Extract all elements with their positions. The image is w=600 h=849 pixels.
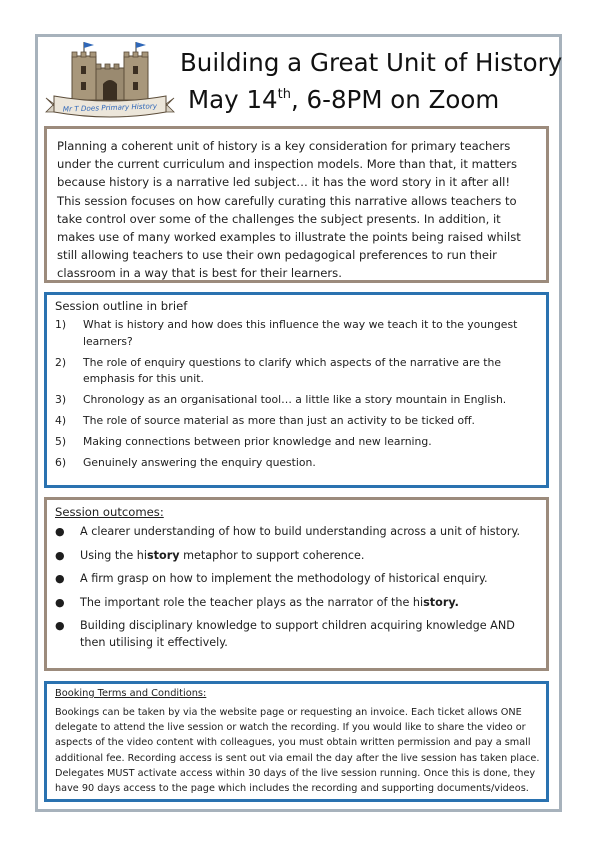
item-number: 2): [55, 355, 67, 369]
bullet-icon: ●: [55, 619, 65, 632]
item-text: A firm grasp on how to implement the methodology of historical enquiry.: [80, 572, 488, 585]
emphasis-text: story: [147, 548, 180, 562]
text-part: The important role the teacher plays as the narrator of the hi: [80, 595, 424, 609]
outcomes-list: [55, 523, 540, 651]
item-number: 5): [55, 435, 67, 448]
item-text: Genuinely answering the enquiry question.: [83, 456, 316, 469]
bullet-icon: ●: [55, 572, 65, 585]
list-item: [55, 547, 540, 564]
outline-list: [55, 317, 540, 472]
item-text: Making connections between prior knowledge and new learning.: [83, 435, 432, 448]
item-text: What is history and how does this influence the way we teach it to the youngest learners?: [83, 318, 518, 348]
list-item: [55, 392, 540, 409]
list-item: [55, 355, 540, 388]
list-item: [55, 594, 540, 611]
terms-heading: Booking Terms and Conditions:: [55, 688, 207, 699]
list-item: [55, 317, 540, 350]
item-number: 6): [55, 456, 67, 469]
list-item: [55, 523, 540, 540]
list-item: [55, 570, 540, 587]
booking-terms-box: [44, 681, 549, 802]
intro-text: Planning a coherent unit of history is a key consideration for primary teachers under the current curriculum and inspection models. More than that, it matters because history is a narrative led subject… it has the word story in it after all! This session focuses on how carefully curating this narrative allows teachers to take control over some of the challenges the subject presents. In addition, it makes use of many worked examples to illustrate the points being raised whilst still allowing teachers to use their own pedagogical preferences to run their classroom in a way that is best for their learners.: [57, 139, 521, 281]
session-outline-box: [44, 292, 549, 488]
date-day: May 14: [188, 85, 278, 114]
logo-banner-text: Mr T Does Primary History: [62, 101, 158, 114]
time-and-venue: , 6-8PM on Zoom: [290, 85, 500, 114]
event-date-time: [188, 85, 499, 114]
list-item: [55, 455, 540, 472]
bullet-icon: ●: [55, 525, 65, 538]
item-number: 1): [55, 318, 67, 331]
list-item: [55, 434, 540, 451]
item-text: The role of enquiry questions to clarify which aspects of the narrative are the emphasis for this unit.: [83, 355, 501, 385]
header: [44, 40, 563, 122]
outcomes-heading: Session outcomes:: [55, 505, 164, 519]
item-text: Building disciplinary knowledge to support children acquiring knowledge AND then utilising it effectively.: [80, 619, 515, 649]
bullet-icon: ●: [55, 548, 65, 562]
item-number: 4): [55, 414, 67, 427]
intro-box: [44, 126, 549, 283]
list-item: [55, 617, 540, 651]
list-item: [55, 413, 540, 430]
item-text: Chronology as an organisational tool… a little like a story mountain in English.: [83, 393, 507, 406]
page-title: Building a Great Unit of History: [180, 48, 563, 77]
text-part: Using the hi: [80, 548, 147, 562]
terms-text: Bookings can be taken by via the website page or requesting an invoice. Each ticket allows ONE delegate to attend the live session or watch the recording. If you would like to share the video or aspects of the video content with colleagues, you must obtain written permission and pay a small additional fee. Recording access is sent out via email the day after the live session has taken place. Delegates MUST activate access within 30 days of the live session running. Once this is done, they have 90 days access to the page which includes the recording and supporting documents/videos.: [55, 707, 540, 795]
date-suffix: th: [277, 86, 291, 102]
session-outcomes-box: [44, 497, 549, 671]
item-text: A clearer understanding of how to build understanding across a unit of history.: [80, 525, 521, 538]
text-part: metaphor to support coherence.: [179, 548, 365, 562]
outline-heading: Session outline in brief: [55, 299, 188, 313]
bullet-icon: ●: [55, 595, 65, 609]
emphasis-text: story.: [423, 595, 459, 609]
castle-logo: [44, 40, 176, 120]
castle-icon: [44, 40, 176, 120]
item-text: [80, 594, 540, 611]
item-text: The role of source material as more than just an activity to be ticked off.: [83, 414, 475, 427]
item-number: 3): [55, 393, 67, 406]
item-text: [80, 547, 540, 564]
